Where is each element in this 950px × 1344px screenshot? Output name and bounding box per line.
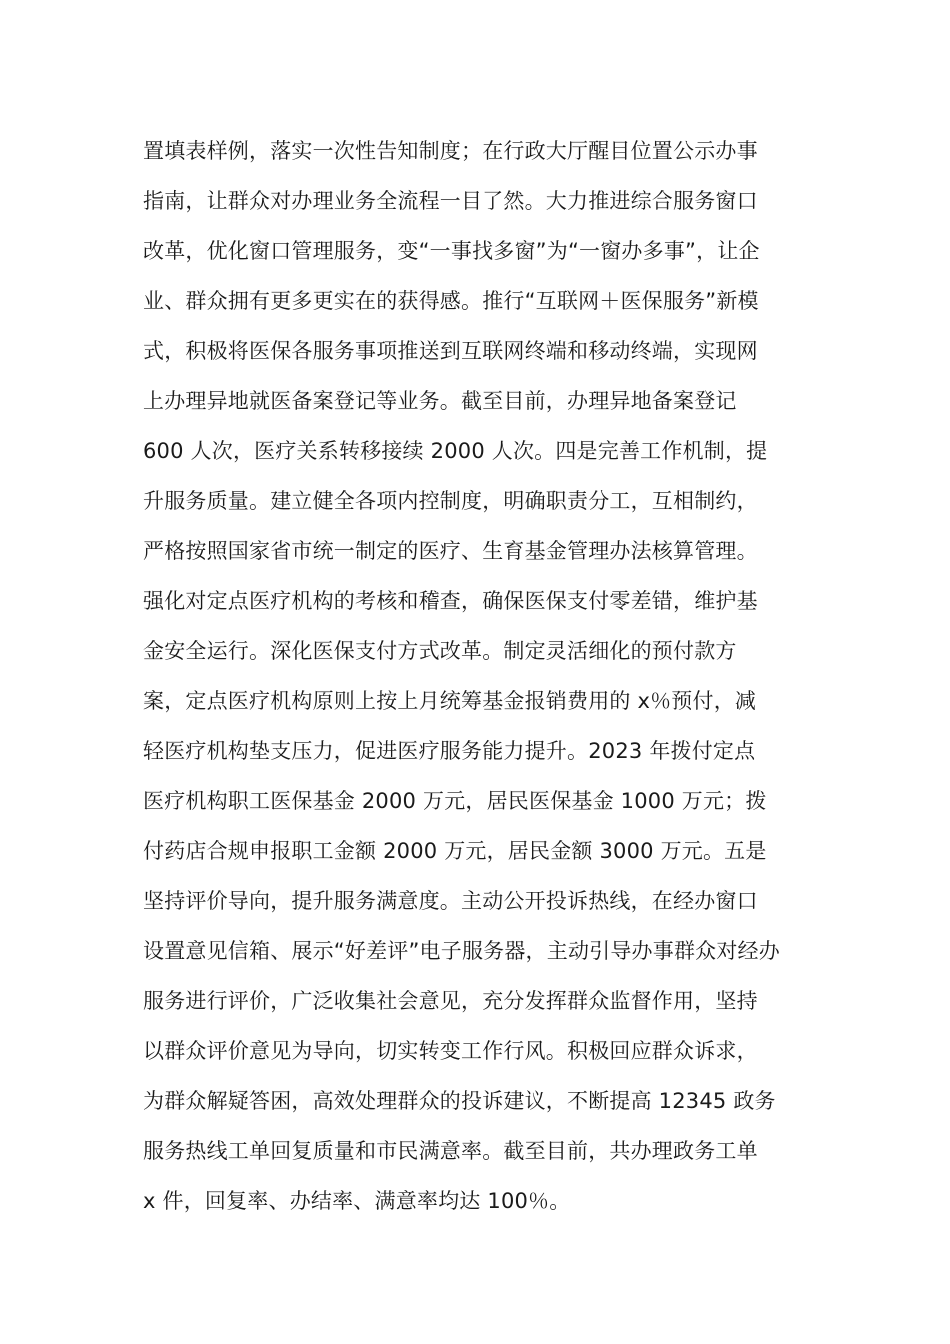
text-line: x 件，回复率、办结率、满意率均达 100％。 [143, 1189, 571, 1213]
text-line: 付药店合规申报职工金额 2000 万元，居民金额 3000 万元。五是 [143, 839, 767, 863]
text-line: 上办理异地就医备案登记等业务。截至目前，办理异地备案登记 [143, 389, 737, 413]
text-line: 金安全运行。深化医保支付方式改革。制定灵活细化的预付款方 [143, 639, 737, 663]
text-line: 医疗机构职工医保基金 2000 万元，居民医保基金 1000 万元；拨 [143, 789, 767, 813]
text-line: 坚持评价导向，提升服务满意度。主动公开投诉热线，在经办窗口 [143, 889, 758, 913]
text-line: 以群众评价意见为导向，切实转变工作行风。积极回应群众诉求， [143, 1039, 758, 1063]
text-line: 为群众解疑答困，高效处理群众的投诉建议，不断提高 12345 政务 [143, 1089, 776, 1113]
text-line: 案，定点医疗机构原则上按上月统筹基金报销费用的 x％预付，减 [143, 689, 757, 713]
text-line: 服务热线工单回复质量和市民满意率。截至目前，共办理政务工单 [143, 1139, 758, 1163]
text-line: 强化对定点医疗机构的考核和稽查，确保医保支付零差错，维护基 [143, 589, 758, 613]
text-line: 升服务质量。建立健全各项内控制度，明确职责分工，互相制约， [143, 489, 758, 513]
body-paragraph [143, 126, 813, 1226]
text-line: 服务进行评价，广泛收集社会意见，充分发挥群众监督作用，坚持 [143, 989, 758, 1013]
text-line: 式，积极将医保各服务事项推送到互联网终端和移动终端，实现网 [143, 339, 758, 363]
text-line: 设置意见信箱、展示“好差评”电子服务器，主动引导办事群众对经办 [143, 939, 780, 963]
text-line: 600 人次，医疗关系转移接续 2000 人次。四是完善工作机制，提 [143, 439, 768, 463]
text-line: 指南，让群众对办理业务全流程一目了然。大力推进综合服务窗口 [143, 189, 758, 213]
text-line: 改革，优化窗口管理服务，变“一事找多窗”为“一窗办多事”，让企 [143, 239, 760, 263]
text-line: 严格按照国家省市统一制定的医疗、生育基金管理办法核算管理。 [143, 539, 758, 563]
text-line: 轻医疗机构垫支压力，促进医疗服务能力提升。2023 年拨付定点 [143, 739, 756, 763]
text-line: 业、群众拥有更多更实在的获得感。推行“互联网＋医保服务”新模 [143, 289, 759, 313]
text-line: 置填表样例，落实一次性告知制度；在行政大厅醒目位置公示办事 [143, 139, 758, 163]
